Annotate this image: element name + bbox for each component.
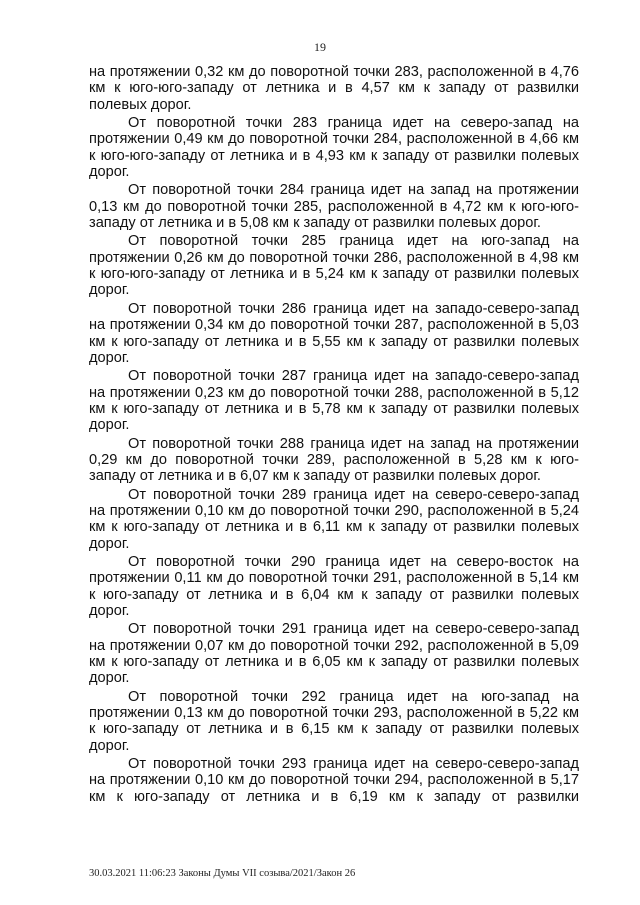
paragraph: От поворотной точки 286 граница идет на западо-северо-запад на протяжении 0,34 км до поворотной точки 287, расположенной в 5,03 км к юго-западу от летника и в 5,55 км к западу от развилки полевых дорог. <box>89 300 579 366</box>
document-footer: 30.03.2021 11:06:23 Законы Думы VII созыва/2021/Закон 26 <box>89 868 356 879</box>
paragraph: От поворотной точки 293 граница идет на северо-северо-запад на протяжении 0,10 км до поворотной точки 294, расположенной в 5,17 км к юго-западу от летника и в 6,19 км к западу от развилки <box>89 756 579 805</box>
paragraph: От поворотной точки 287 граница идет на западо-северо-запад на протяжении 0,23 км до поворотной точки 288, расположенной в 5,12 км к юго-западу от летника и в 5,78 км к западу от развилки полевых дорог. <box>89 368 579 434</box>
page-number: 19 <box>314 40 326 54</box>
paragraph: От поворотной точки 288 граница идет на запад на протяжении 0,29 км до поворотной точки 289, расположенной в 5,28 км к юго-западу от летника и в 6,07 км к западу от развилки полевых дорог. <box>89 435 579 485</box>
paragraph: От поворотной точки 284 граница идет на запад на протяжении 0,13 км до поворотной точки 285, расположенной в 4,72 км к юго-юго-западу от летника и в 5,08 км к западу от развилки полевых дорог. <box>89 182 579 232</box>
paragraph: От поворотной точки 292 граница идет на юго-запад на протяжении 0,13 км до поворотной точки 293, расположенной в 5,22 км к юго-западу от летника и в 6,15 км к западу от развилки полевых дорог. <box>89 688 579 754</box>
paragraph: От поворотной точки 283 граница идет на северо-запад на протяжении 0,49 км до поворотной точки 284, расположенной в 4,66 км к юго-юго-западу от летника и в 4,93 км к западу от развилки полевых дорог. <box>89 115 579 181</box>
paragraph: От поворотной точки 289 граница идет на северо-северо-запад на протяжении 0,10 км до поворотной точки 290, расположенной в 5,24 км к юго-западу от летника и в 6,11 км к западу от развилки полевых дорог. <box>89 486 579 552</box>
paragraph: От поворотной точки 290 граница идет на северо-восток на протяжении 0,11 км до поворотной точки 291, расположенной в 5,14 км к юго-западу от летника и в 6,04 км к западу от развилки полевых дорог. <box>89 553 579 619</box>
paragraph: От поворотной точки 285 граница идет на юго-запад на протяжении 0,26 км до поворотной точки 286, расположенной в 4,98 км к юго-юго-западу от летника и в 5,24 км к западу от развилки полевых дорог. <box>89 233 579 299</box>
paragraph: на протяжении 0,32 км до поворотной точки 283, расположенной в 4,76 км к юго-юго-западу от летника и в 4,57 км к западу от развилки полевых дорог. <box>89 64 579 113</box>
document-body <box>89 64 579 807</box>
paragraph: От поворотной точки 291 граница идет на северо-северо-запад на протяжении 0,07 км до поворотной точки 292, расположенной в 5,09 км к юго-западу от летника и в 6,05 км к западу от развилки полевых дорог. <box>89 621 579 687</box>
